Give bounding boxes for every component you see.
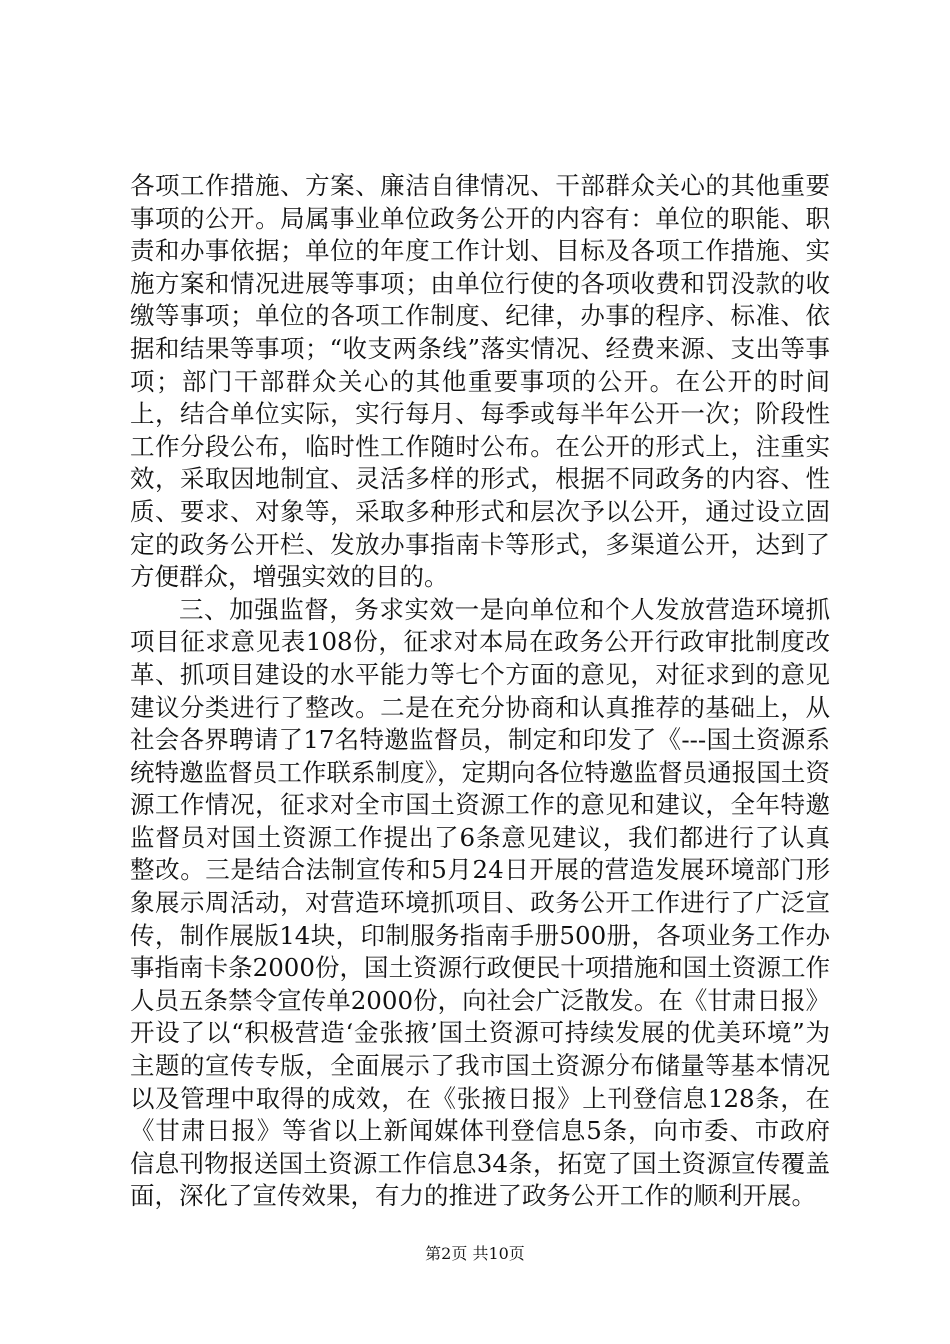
document-body <box>130 170 830 1213</box>
paragraph-continuation: 各项工作措施、方案、廉洁自律情况、干部群众关心的其他重要事项的公开。局属事业单位政务公开的内容有：单位的职能、职责和办事依据；单位的年度工作计划、目标及各项工作措施、实施方案和情况进展等事项；由单位行使的各项收费和罚没款的收缴等事项；单位的各项工作制度、纪律，办事的程序、标准、依据和结果等事项；“收支两条线”落实情况、经费来源、支出等事项；部门干部群众关心的其他重要事项的公开。在公开的时间上，结合单位实际，实行每月、每季或每半年公开一次；阶段性工作分段公布，临时性工作随时公布。在公开的形式上，注重实效，采取因地制宜、灵活多样的形式，根据不同政务的内容、性质、要求、对象等，采取多种形式和层次予以公开，通过设立固定的政务公开栏、发放办事指南卡等形式，多渠道公开，达到了方便群众，增强实效的目的。 <box>130 171 830 592</box>
paragraph-section-three: 三、加强监督，务求实效一是向单位和个人发放营造环境抓项目征求意见表108份，征求对本局在政务公开行政审批制度改革、抓项目建设的水平能力等七个方面的意见，对征求到的意见建议分类进行了整改。二是在充分协商和认真推荐的基础上，从社会各界聘请了17名特邀监督员，制定和印发了《---国土资源系统特邀监督员工作联系制度》，定期向各位特邀监督员通报国土资源工作情况，征求对全市国土资源工作的意见和建议，全年特邀监督员对国土资源工作提出了6条意见建议，我们都进行了认真整改。三是结合法制宣传和5月24日开展的营造发展环境部门形象展示周活动，对营造环境抓项目、政务公开工作进行了广泛宣传，制作展版14块，印制服务指南手册500册，各项业务工作办事指南卡条2000份，国土资源行政便民十项措施和国土资源工作人员五条禁令宣传单2000份，向社会广泛散发。在《甘肃日报》开设了以“积极营造‘金张掖’国土资源可持续发展的优美环境”为主题的宣传专版，全面展示了我市国土资源分布储量等基本情况以及管理中取得的成效，在《张掖日报》上刊登信息128条，在《甘肃日报》等省以上新闻媒体刊登信息5条，向市委、市政府信息刊物报送国土资源工作信息34条，拓宽了国土资源宣传覆盖面，深化了宣传效果，有力的推进了政务公开工作的顺利开展。 <box>130 594 830 1211</box>
page-footer: 第2页 共10页 <box>425 1244 525 1263</box>
